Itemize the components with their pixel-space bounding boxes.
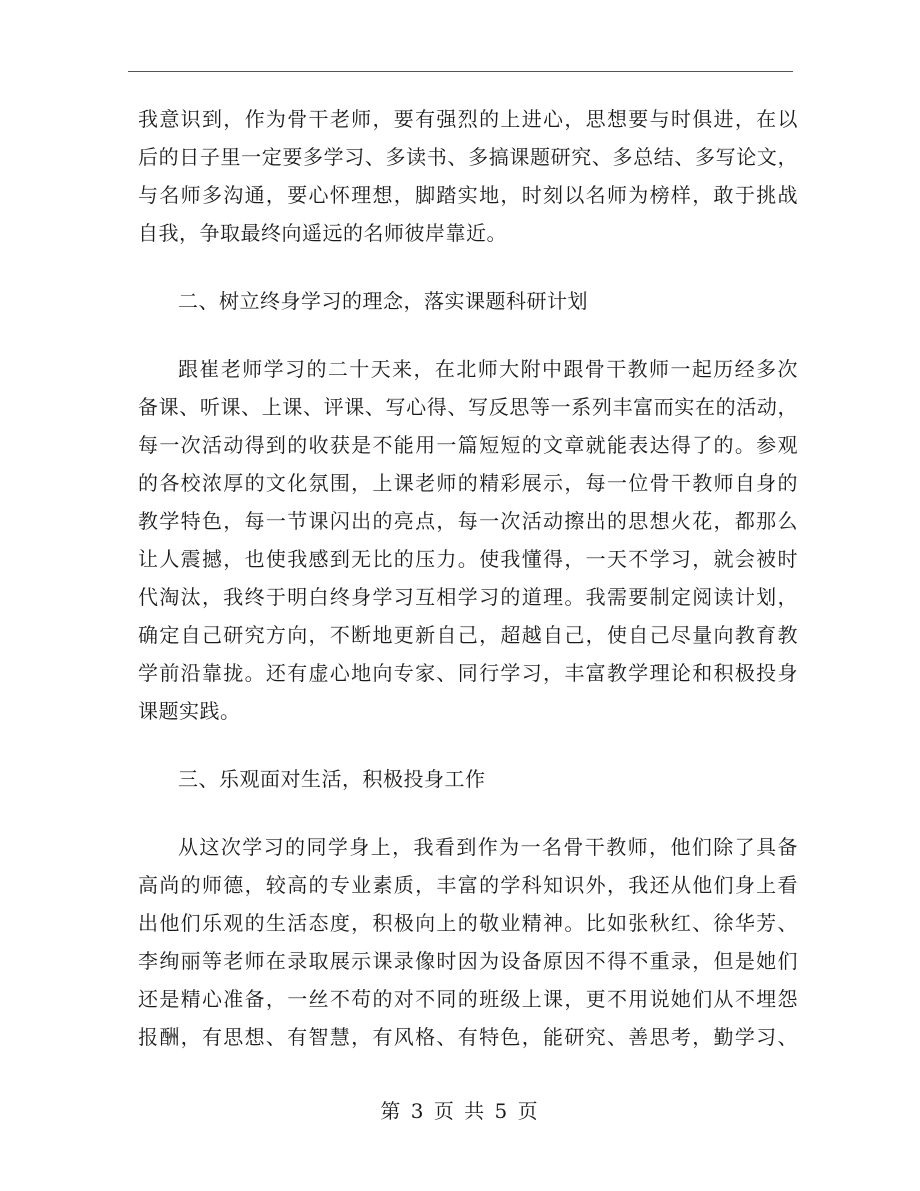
text-line: 课题实践。 (138, 699, 241, 723)
text-line: 我意识到，作为骨干老师，要有强烈的上进心，思想要与时俱进，在以 (138, 107, 798, 131)
page-number: 第 3 页 共 5 页 (380, 1099, 540, 1123)
text-line: 确定自己研究方向，不断地更新自己，超越自己，使自己尽量向教育教 (138, 623, 798, 647)
text-line: 每一次活动得到的收获是不能用一篇短短的文章就能表达得了的。参观 (138, 433, 798, 457)
text-line: 出他们乐观的生活态度，积极向上的敬业精神。比如张秋红、徐华芳、 (138, 911, 798, 935)
text-line: 报酬，有思想、有智慧，有风格、有特色，能研究、善思考，勤学习、 (138, 1025, 798, 1049)
text-line: 李绚丽等老师在录取展示课录像时因为设备原因不得不重录，但是她们 (138, 949, 798, 973)
section-heading-3: 三、乐观面对生活，积极投身工作 (178, 767, 486, 791)
text-line: 后的日子里一定要多学习、多读书、多搞课题研究、多总结、多写论文， (138, 145, 798, 169)
text-line: 从这次学习的同学身上，我看到作为一名骨干教师，他们除了具备 (178, 835, 798, 859)
text-line: 跟崔老师学习的二十天来，在北师大附中跟骨干教师一起历经多次 (178, 357, 798, 381)
text-line: 的各校浓厚的文化氛围，上课老师的精彩展示，每一位骨干教师自身的 (138, 471, 798, 495)
text-line: 教学特色，每一节课闪出的亮点，每一次活动擦出的思想火花，都那么 (138, 509, 798, 533)
text-line: 备课、听课、上课、评课、写心得、写反思等一系列丰富而实在的活动， (138, 395, 798, 419)
text-line: 与名师多沟通，要心怀理想，脚踏实地，时刻以名师为榜样，敢于挑战 (138, 183, 798, 207)
text-line: 自我，争取最终向遥远的名师彼岸靠近。 (138, 221, 507, 245)
header-rule (128, 71, 793, 72)
document-body (138, 100, 798, 1056)
text-line: 代淘汰，我终于明白终身学习互相学习的道理。我需要制定阅读计划， (138, 585, 798, 609)
text-line: 学前沿靠拢。还有虚心地向专家、同行学习，丰富教学理论和积极投身 (138, 661, 798, 685)
text-line: 还是精心准备，一丝不苟的对不同的班级上课，更不用说她们从不埋怨 (138, 987, 798, 1011)
text-line: 让人震撼，也使我感到无比的压力。使我懂得，一天不学习，就会被时 (138, 547, 798, 571)
section-heading-2: 二、树立终身学习的理念，落实课题科研计划 (178, 289, 588, 313)
paragraph-2 (138, 350, 798, 730)
paragraph-3 (138, 828, 798, 1056)
paragraph-1 (138, 100, 798, 252)
text-line: 高尚的师德，较高的专业素质，丰富的学科知识外，我还从他们身上看 (138, 873, 798, 897)
